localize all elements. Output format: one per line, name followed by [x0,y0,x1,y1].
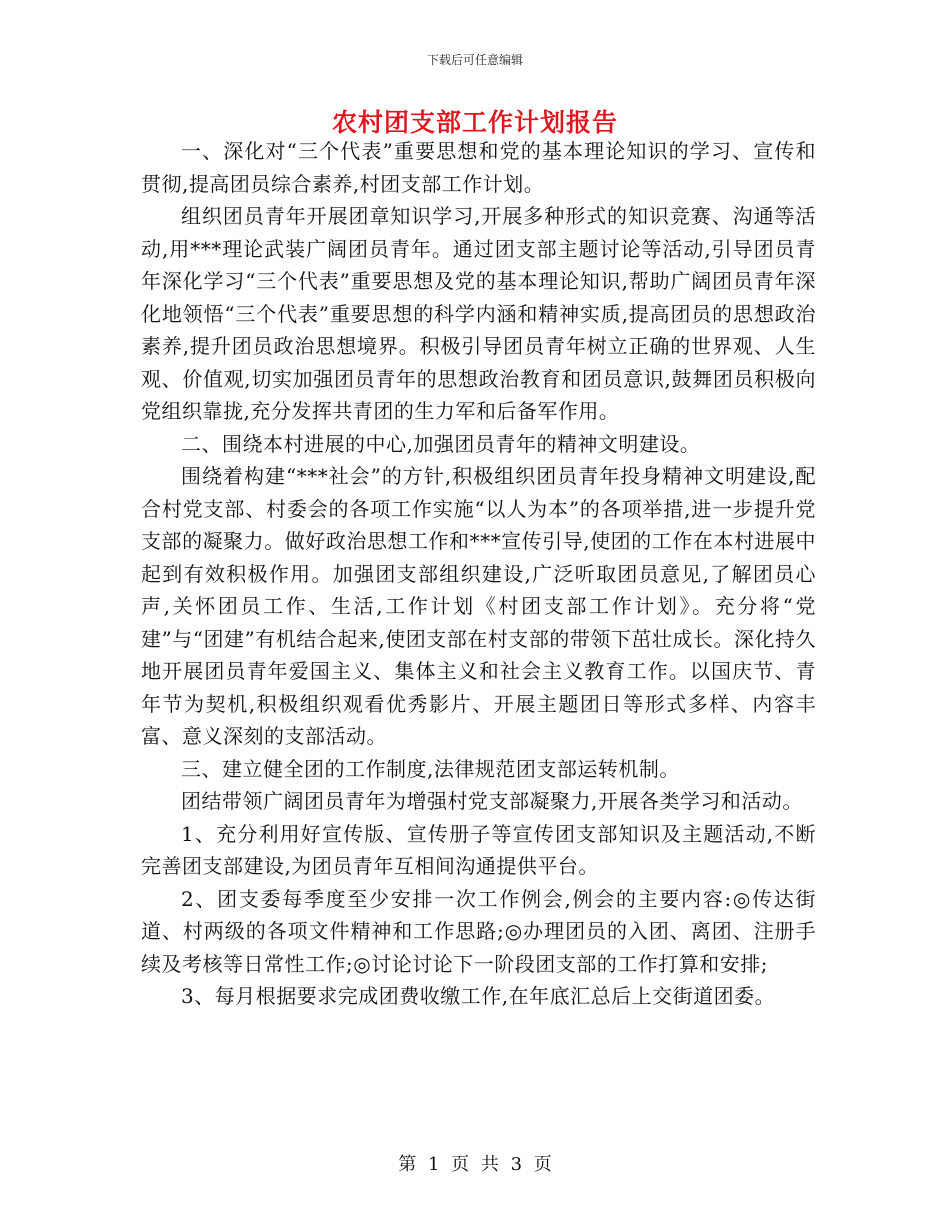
paragraph-section-1-body: 组织团员青年开展团章知识学习,开展多种形式的知识竞赛、沟通等活动,用***理论武装广阔团员青年。通过团支部主题讨论等活动,引导团员青年深化学习“三个代表”重要思想及党的基本理论知识,帮助广阔团员青年深化地领悟“三个代表”重要思想的科学内涵和精神实质,提高团员的思想政治素养,提升团员政治思想境界。积极引导团员青年树立正确的世界观、人生观、价值观,切实加强团员青年的思想政治教育和团员意识,鼓舞团员积极向党组织靠拢,充分发挥共青团的生力军和后备军作用。 [141,204,816,423]
page-header-note: 下载后可任意编辑 [426,53,523,67]
paragraph-section-3-heading: 三、建立健全团的工作制度,法律规范团支部运转机制。 [181,756,680,781]
paragraph-section-1-heading: 一、深化对“三个代表”重要思想和党的基本理论知识的学习、宣传和贯彻,提高团员综合素养,村团支部工作计划。 [141,139,816,196]
document-title: 农村团支部工作计划报告 [331,108,618,137]
paragraph-item-1: 1、充分利用好宣传版、宣传册子等宣传团支部知识及主题活动,不断完善团支部建设,为团员青年互相间沟通提供平台。 [141,821,816,878]
paragraph-item-3: 3、每月根据要求完成团费收缴工作,在年底汇总后上交街道团委。 [181,984,776,1008]
paragraph-section-3-intro: 团结带领广阔团员青年为增强村党支部凝聚力,开展各类学习和活动。 [181,789,803,813]
document-body [141,135,816,1013]
paragraph-item-2: 2、团支委每季度至少安排一次工作例会,例会的主要内容:◎传达街道、村两级的各项文件精神和工作思路;◎办理团员的入团、离团、注册手续及考核等日常性工作;◎讨论讨论下一阶段团支部的工作打算和安排; [141,886,816,976]
paragraph-section-2-heading: 二、围绕本村进展的中心,加强团员青年的精神文明建设。 [181,431,701,456]
paragraph-section-2-body: 围绕着构建“***社会”的方针,积极组织团员青年投身精神文明建设,配合村党支部、村委会的各项工作实施“以人为本”的各项举措,进一步提升党支部的凝聚力。做好政治思想工作和***宣传引导,使团的工作在本村进展中起到有效积极作用。加强团支部组织建设,广泛听取团员意见,了解团员心声,关怀团员工作、生活,工作计划《村团支部工作计划》。充分将“党建”与“团建”有机结合起来,使团支部在村支部的带领下茁壮成长。深化持久地开展团员青年爱国主义、集体主义和社会主义教育工作。以国庆节、青年节为契机,积极组织观看优秀影片、开展主题团日等形式多样、内容丰富、意义深刻的支部活动。 [141,464,816,748]
page-number-footer: 第 1 页 共 3 页 [398,1154,552,1175]
